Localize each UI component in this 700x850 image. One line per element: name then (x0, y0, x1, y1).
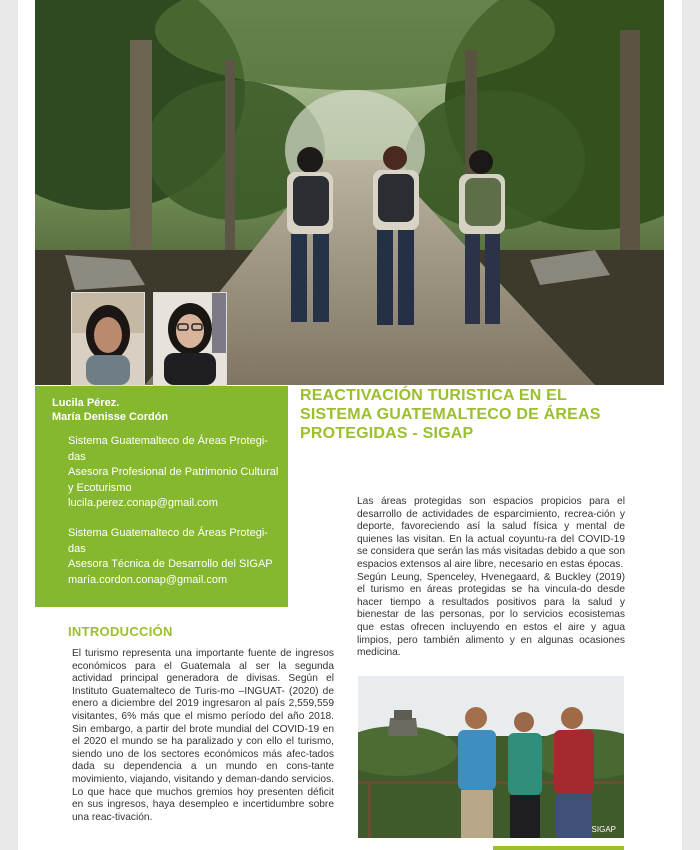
author-name-1: Lucila Pérez. (52, 397, 120, 409)
author2-role: Asesora Técnica de Desarrollo del SIGAP (68, 558, 273, 570)
article-title: REACTIVACIÓN TURISTICA EN EL SISTEMA GUATEMALTECO DE ÁREAS PROTEGIDAS - SIGAP (300, 387, 601, 442)
author-names (52, 396, 168, 424)
author-photo-lucila (71, 292, 145, 386)
author1-role: Asesora Profesional de Patrimonio Cultural y Ecoturismo (68, 466, 279, 494)
intro-body: El turismo representa una importante fuente de ingresos económicos para el Guatemala al ser la segunda actividad principal generadora de divisas. Según el Instituto Guatemalteco de Turis-mo –INGUAT- (2020) de enero a diciembre del 2019 ingresaron al país 2,559,559 visitantes, 6% más que el mismo período del año 2018. Sin embargo, a partir del brote mundial del COVID-19 en el 2020 el mundo se ha paralizado y con ello el turismo, siendo uno de los sectores económicos más afec-tados dada su dependencia a un mundo en cons-tante movimiento, viajando, visitando y deman-dando servicios. Lo que hace que muchos gremios hoy presenten déficit en sus ingresos, haya desempleo e incertidumbre sobre una reac-tivación. (72, 648, 334, 823)
group-photo (358, 676, 624, 838)
author-photo-maria (153, 292, 227, 386)
author2-email[interactable]: maría.cordon.conap@gmail.com (68, 573, 228, 586)
author1-email[interactable]: lucila.perez.conap@gmail.com (68, 497, 218, 509)
author1-org: Sistema Guatemalteco de Áreas Protegi-das (68, 435, 268, 463)
magazine-page (18, 0, 682, 850)
author-info-box (35, 386, 288, 607)
author1-details (68, 434, 283, 512)
photo-credit: SIGAP (591, 825, 616, 834)
right-column (357, 496, 625, 660)
author2-details (68, 526, 283, 588)
intro-heading: INTRODUCCIÓN (68, 624, 173, 639)
right-paragraph-1: Las áreas protegidas son espacios propicios para el desarrollo de actividades de esparcimiento, recrea-ción y deporte, favoreciendo así la salud física y mental de quienes las visitan. En la actual coyuntu-ra del COVID-19 se considera que serán las más visitadas debido a que son espacios extensos al aire libre, necesario en estas épocas. (357, 496, 625, 570)
author2-org: Sistema Guatemalteco de Áreas Protegi-das (68, 527, 268, 555)
bottom-accent-bar (493, 846, 624, 850)
author-name-2: María Denisse Cordón (52, 411, 169, 423)
right-paragraph-2: Según Leung, Spenceley, Hvenegaard, & Buckley (2019) el turismo en áreas protegidas se ha vincula-do desde hacer tiempo a resultados positivos para la salud y bienestar de las personas, por lo servicios ecosistemas que estas ofrecen incluyendo en estos el aire y agua limpios, pero también alimento y en algunas ocasiones medicina. (357, 571, 625, 659)
